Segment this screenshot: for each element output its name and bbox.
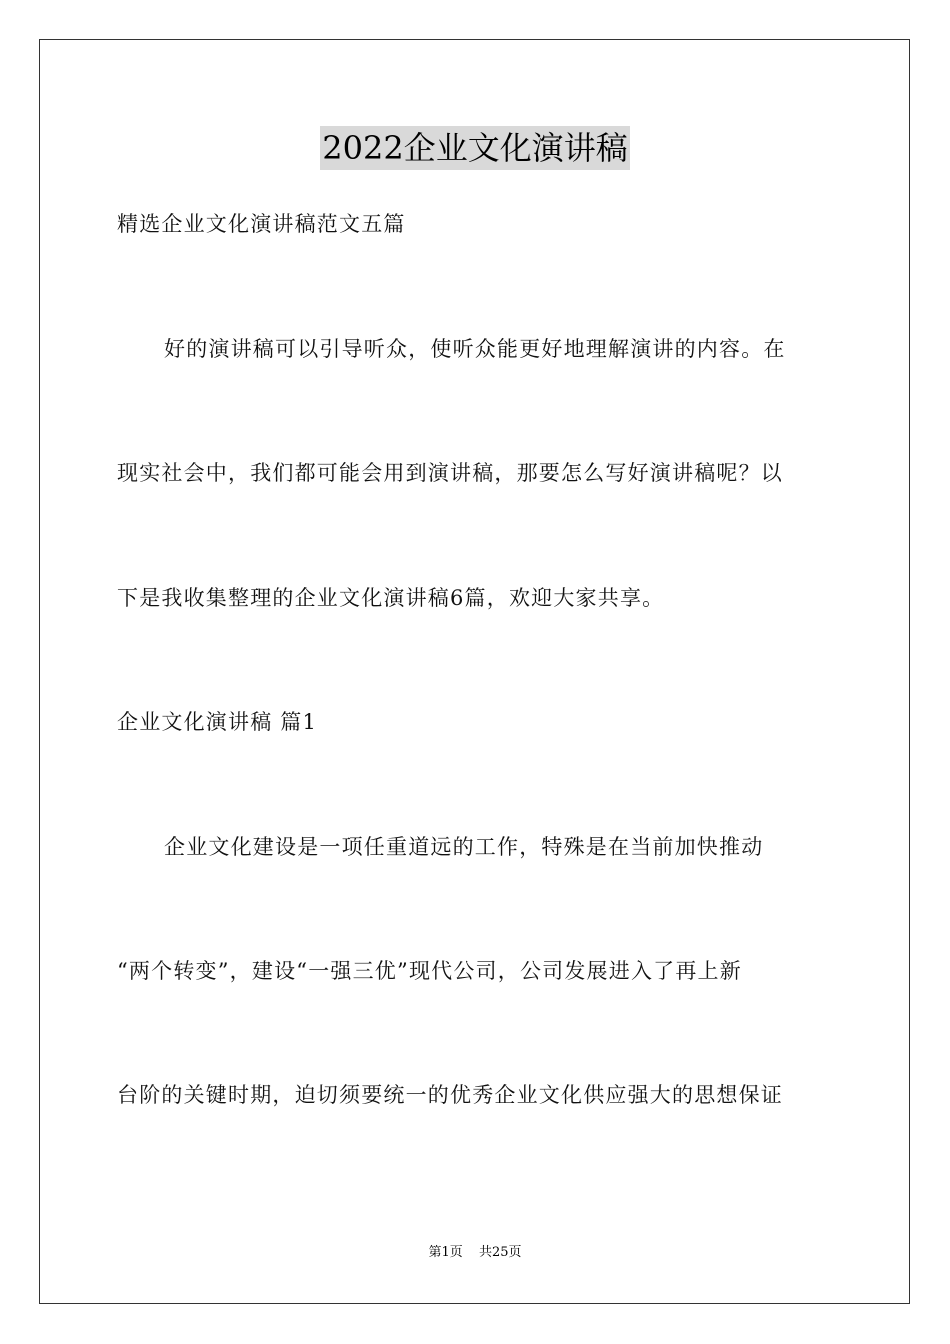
paragraph-1-line-3: 下是我收集整理的企业文化演讲稿6篇，欢迎大家共享。: [117, 586, 665, 610]
paragraph-1-line-1: 好的演讲稿可以引导听众，使听众能更好地理解演讲的内容。在: [164, 337, 786, 361]
paragraph-1-line-2: 现实社会中，我们都可能会用到演讲稿，那要怎么写好演讲稿呢？以: [117, 461, 783, 485]
section-heading: 企业文化演讲稿 篇1: [117, 710, 318, 734]
document-title: 2022企业文化演讲稿: [320, 126, 629, 170]
page-total: 共25页: [478, 1245, 522, 1260]
page-number: 第1页: [428, 1245, 463, 1260]
document-subtitle: 精选企业文化演讲稿范文五篇: [117, 212, 406, 236]
paragraph-2-line-3: 台阶的关键时期，迫切须要统一的优秀企业文化供应强大的思想保证: [117, 1083, 783, 1107]
title-container: [0, 126, 950, 170]
page-footer: [0, 1244, 950, 1262]
paragraph-2-line-1: 企业文化建设是一项任重道远的工作，特殊是在当前加快推动: [164, 835, 764, 859]
paragraph-2-line-2: “两个转变”，建设“一强三优”现代公司，公司发展进入了再上新: [117, 959, 742, 983]
